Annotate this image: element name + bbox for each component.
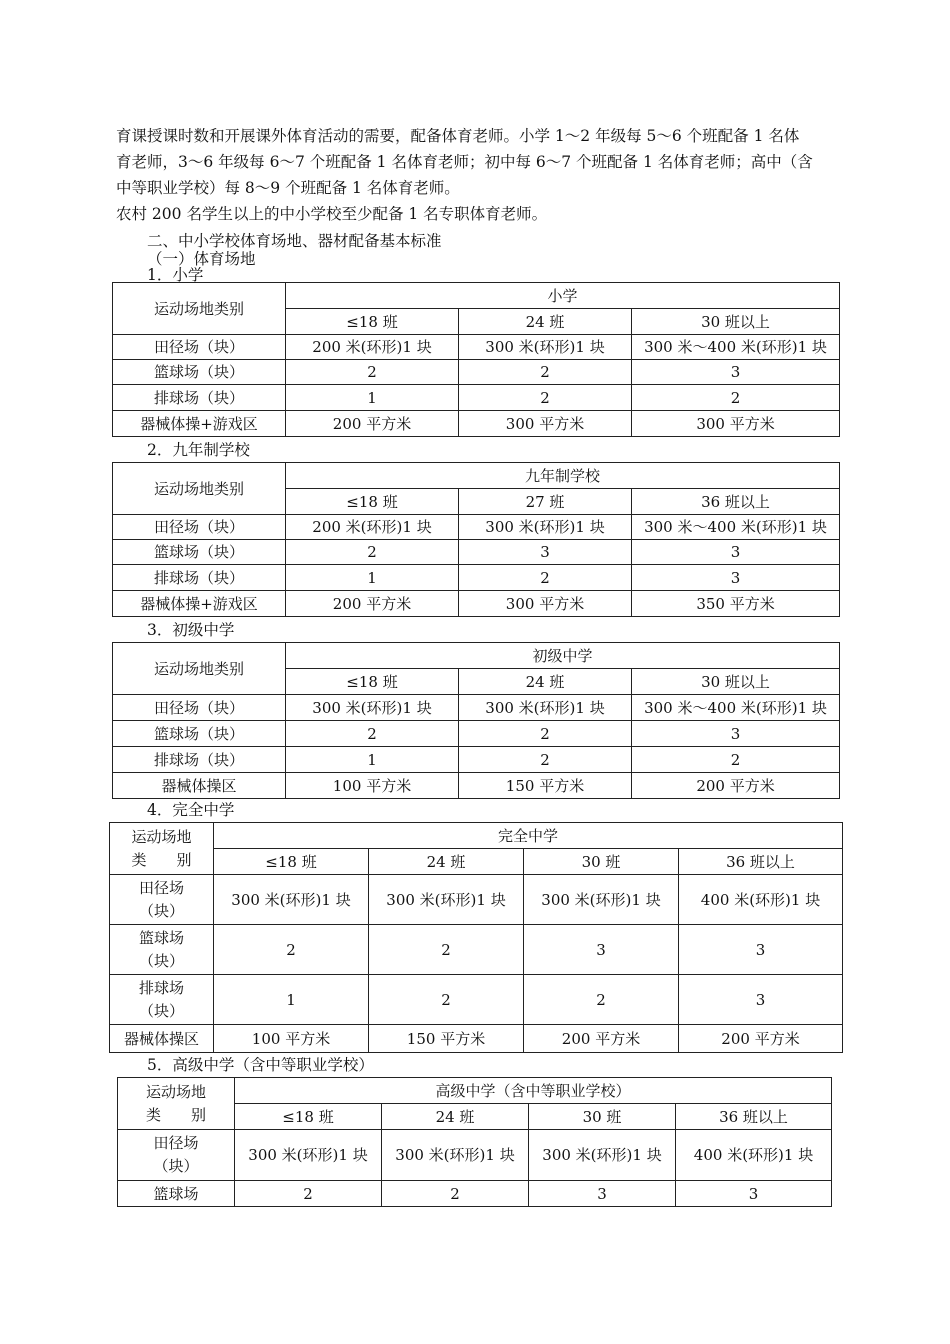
row-label: 篮球场	[118, 1181, 235, 1207]
table-cell: 400 米(环形)1 块	[679, 875, 843, 925]
group-header: 九年制学校	[286, 463, 840, 489]
table-cell: 3	[676, 1181, 832, 1207]
col-header: ≤18 班	[286, 309, 459, 335]
table-cell: 1	[286, 385, 459, 411]
row-label-line-1: 篮球场	[138, 928, 184, 947]
row-label-line-2: （块）	[138, 951, 184, 970]
col-header: ≤18 班	[235, 1104, 382, 1130]
intro-line-3: 中等职业学校）每 8～9 个班配备 1 名体育老师。	[116, 179, 460, 197]
table-cell: 2	[524, 975, 679, 1025]
table-cell: 100 平方米	[214, 1025, 369, 1053]
corner-header-line-2: 类 别	[131, 850, 192, 869]
table-cell: 1	[286, 565, 459, 591]
table-cell: 2	[632, 747, 840, 773]
col-header: 30 班以上	[632, 669, 840, 695]
row-label-line-2: （块）	[153, 1157, 199, 1175]
corner-header-line-1: 运动场地	[145, 1082, 206, 1101]
table-cell: 400 米(环形)1 块	[676, 1130, 832, 1181]
table-cell: 2	[235, 1181, 382, 1207]
table-cell: 300 米(环形)1 块	[382, 1130, 529, 1181]
row-label-line-1: 排球场	[138, 978, 184, 997]
table-cell: 300 米～400 米(环形)1 块	[632, 695, 840, 721]
table-cell: 3	[529, 1181, 676, 1207]
table-cell: 3	[632, 540, 840, 565]
table-cell: 3	[632, 721, 840, 747]
row-label: 器械体操区	[113, 773, 286, 799]
table-complete-middle-school	[109, 822, 843, 1053]
row-label: 器械体操+游戏区	[113, 411, 286, 437]
table-cell: 300 米～400 米(环形)1 块	[632, 515, 840, 540]
row-label: 篮球场（块）	[113, 721, 286, 747]
corner-header: 运动场地类别	[113, 643, 286, 695]
table-5-title: 5．高级中学（含中等职业学校）	[147, 1056, 374, 1074]
table-cell: 1	[286, 747, 459, 773]
row-label: 篮球场（块）	[113, 540, 286, 565]
row-label: 排球场（块）	[113, 385, 286, 411]
table-cell: 3	[632, 360, 840, 385]
table-cell: 300 平方米	[459, 411, 632, 437]
corner-header	[118, 1078, 235, 1130]
col-header: ≤18 班	[286, 489, 459, 515]
table-cell: 2	[286, 540, 459, 565]
table-3-title: 3．初级中学	[147, 621, 235, 639]
row-label-line-1: 田径场	[138, 878, 184, 897]
table-cell: 300 米(环形)1 块	[529, 1130, 676, 1181]
row-label-line-1: 田径场	[153, 1134, 199, 1152]
intro-line-1: 育课授课时数和开展课外体育活动的需要，配备体育老师。小学 1～2 年级每 5～6 个班配备 1 名体	[116, 127, 800, 145]
subsection-1-title: （一）体育场地	[147, 250, 256, 268]
table-cell: 2	[286, 721, 459, 747]
col-header: 24 班	[459, 309, 632, 335]
table-cell: 200 平方米	[679, 1025, 843, 1053]
table-cell: 200 米(环形)1 块	[286, 335, 459, 360]
col-header: 27 班	[459, 489, 632, 515]
col-header: ≤18 班	[286, 669, 459, 695]
table-cell: 3	[459, 540, 632, 565]
table-cell: 2	[369, 975, 524, 1025]
row-label: 器械体操+游戏区	[113, 591, 286, 617]
corner-header: 运动场地类别	[113, 463, 286, 515]
col-header: 24 班	[382, 1104, 529, 1130]
table-cell: 2	[459, 747, 632, 773]
table-cell: 300 米(环形)1 块	[459, 335, 632, 360]
row-label: 田径场（块）	[113, 335, 286, 360]
table-primary-school	[112, 282, 840, 437]
table-cell: 200 平方米	[632, 773, 840, 799]
group-header: 小学	[286, 283, 840, 309]
group-header: 高级中学（含中等职业学校）	[235, 1078, 832, 1104]
col-header: 36 班以上	[632, 489, 840, 515]
col-header: ≤18 班	[214, 849, 369, 875]
table-nine-year-school	[112, 462, 840, 617]
table-cell: 2	[459, 565, 632, 591]
col-header: 36 班以上	[676, 1104, 832, 1130]
table-cell: 300 米(环形)1 块	[214, 875, 369, 925]
table-4-title: 4．完全中学	[147, 801, 235, 819]
row-label	[110, 975, 214, 1025]
row-label-line-2: （块）	[138, 1001, 184, 1020]
col-header: 30 班以上	[632, 309, 840, 335]
table-cell: 300 米(环形)1 块	[459, 515, 632, 540]
table-cell: 2	[459, 721, 632, 747]
row-label: 排球场（块）	[113, 565, 286, 591]
table-cell: 100 平方米	[286, 773, 459, 799]
col-header: 36 班以上	[679, 849, 843, 875]
table-cell: 3	[632, 565, 840, 591]
row-label: 田径场（块）	[113, 695, 286, 721]
table-cell: 2	[632, 385, 840, 411]
corner-header-line-2: 类 别	[145, 1105, 206, 1124]
row-label	[118, 1130, 235, 1181]
col-header: 30 班	[529, 1104, 676, 1130]
table-cell: 350 平方米	[632, 591, 840, 617]
table-cell: 300 米(环形)1 块	[369, 875, 524, 925]
table-cell: 150 平方米	[459, 773, 632, 799]
row-label: 器械体操区	[110, 1025, 214, 1053]
table-2-title: 2．九年制学校	[147, 441, 250, 459]
table-junior-high	[112, 642, 840, 799]
table-cell: 3	[679, 925, 843, 975]
col-header: 30 班	[524, 849, 679, 875]
table-cell: 3	[524, 925, 679, 975]
table-cell: 300 米(环形)1 块	[235, 1130, 382, 1181]
table-cell: 2	[459, 360, 632, 385]
table-cell: 2	[459, 385, 632, 411]
section-2-title: 二、中小学校体育场地、器材配备基本标准	[147, 232, 442, 250]
table-cell: 3	[679, 975, 843, 1025]
table-senior-high	[117, 1077, 832, 1207]
table-cell: 200 米(环形)1 块	[286, 515, 459, 540]
table-cell: 2	[286, 360, 459, 385]
col-header: 24 班	[459, 669, 632, 695]
row-label: 篮球场（块）	[113, 360, 286, 385]
group-header: 完全中学	[214, 823, 843, 849]
table-cell: 300 平方米	[632, 411, 840, 437]
table-cell: 150 平方米	[369, 1025, 524, 1053]
intro-line-2: 育老师，3～6 年级每 6～7 个班配备 1 名体育老师；初中每 6～7 个班配备 1 名体育老师；高中（含	[116, 153, 813, 171]
corner-header-line-1: 运动场地	[131, 827, 192, 846]
table-cell: 200 平方米	[286, 411, 459, 437]
col-header: 24 班	[369, 849, 524, 875]
intro-line-4: 农村 200 名学生以上的中小学校至少配备 1 名专职体育老师。	[116, 205, 548, 223]
row-label-line-2: （块）	[138, 901, 184, 920]
table-cell: 2	[369, 925, 524, 975]
row-label	[110, 925, 214, 975]
row-label: 田径场（块）	[113, 515, 286, 540]
row-label: 排球场（块）	[113, 747, 286, 773]
table-cell: 2	[214, 925, 369, 975]
table-cell: 300 米(环形)1 块	[524, 875, 679, 925]
table-cell: 200 平方米	[524, 1025, 679, 1053]
table-cell: 300 米(环形)1 块	[459, 695, 632, 721]
group-header: 初级中学	[286, 643, 840, 669]
table-cell: 200 平方米	[286, 591, 459, 617]
table-1-title: 1．小学	[147, 266, 204, 284]
corner-header: 运动场地类别	[113, 283, 286, 335]
table-cell: 300 平方米	[459, 591, 632, 617]
table-cell: 2	[382, 1181, 529, 1207]
table-cell: 1	[214, 975, 369, 1025]
row-label	[110, 875, 214, 925]
table-cell: 300 米(环形)1 块	[286, 695, 459, 721]
corner-header	[110, 823, 214, 875]
table-cell: 300 米～400 米(环形)1 块	[632, 335, 840, 360]
